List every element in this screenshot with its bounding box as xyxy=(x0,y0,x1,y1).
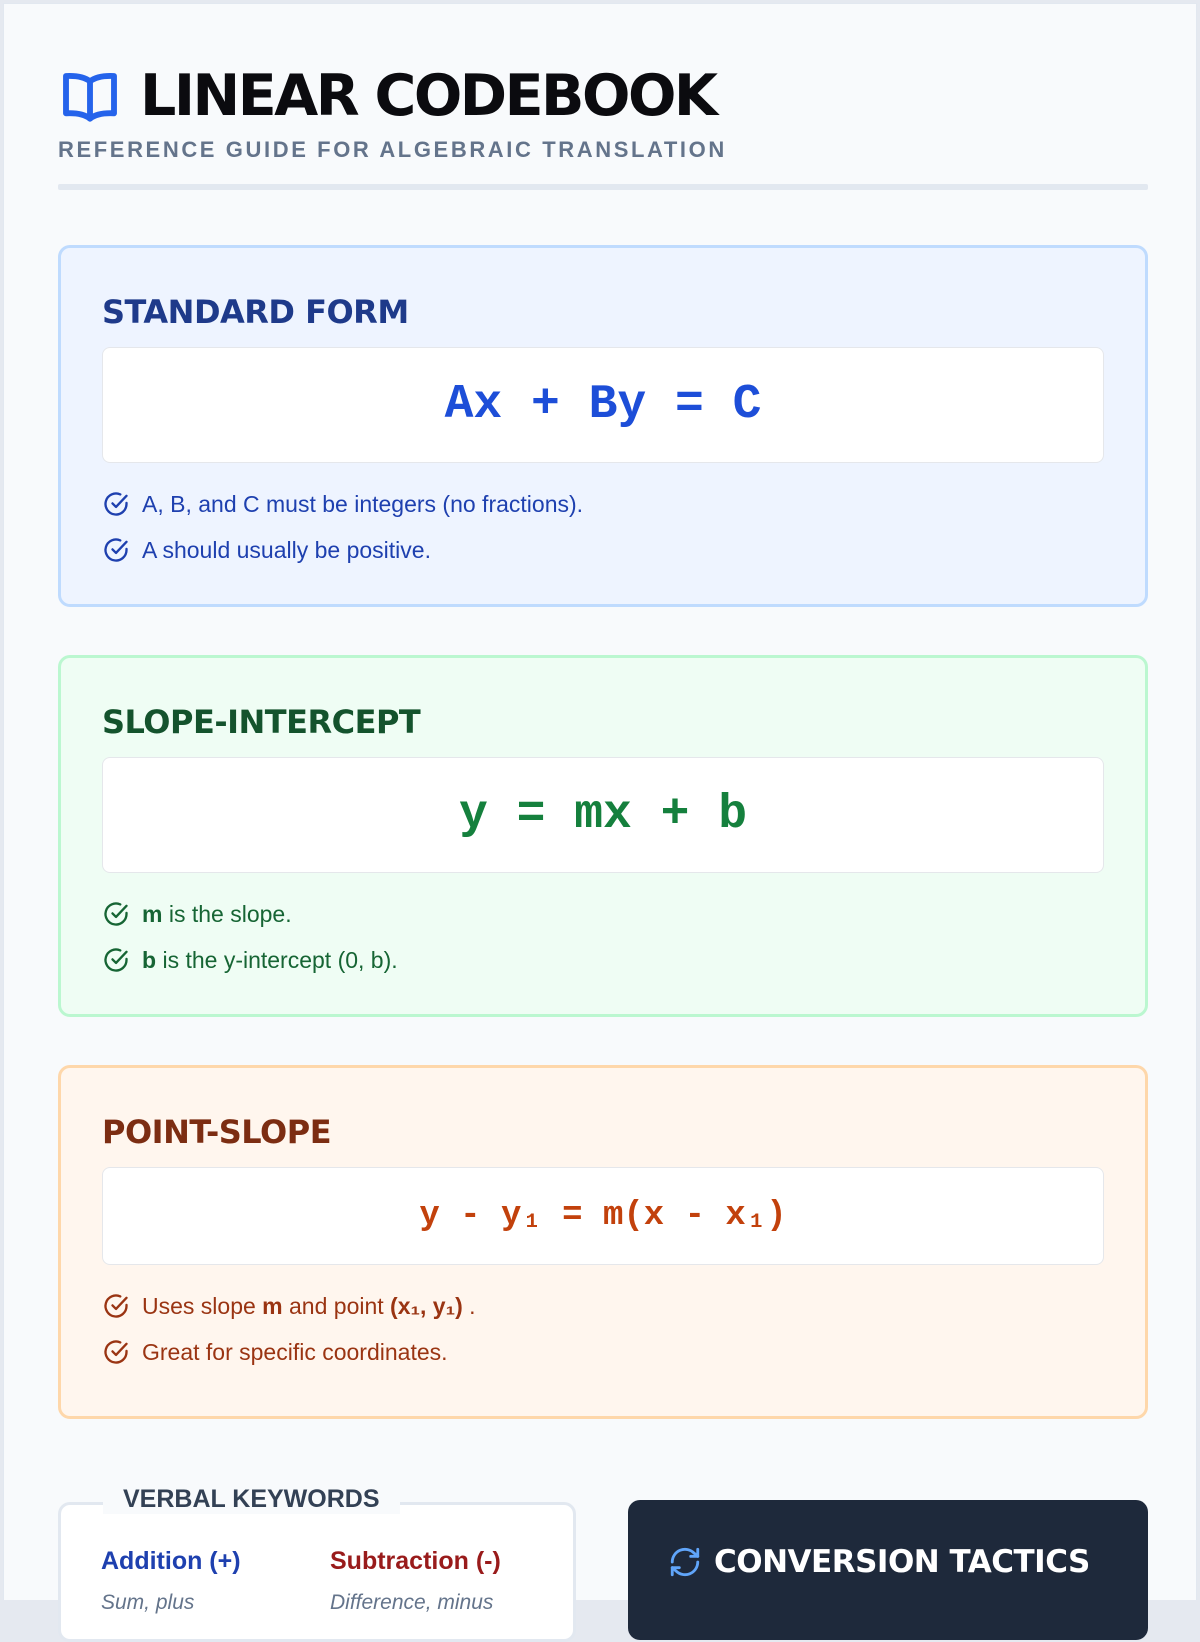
page-subtitle: REFERENCE GUIDE FOR ALGEBRAIC TRANSLATION xyxy=(58,137,727,162)
subtraction-words: Difference, minus xyxy=(330,1591,494,1614)
header-divider xyxy=(58,184,1148,190)
note-text: is the y-intercept (0, b). xyxy=(156,946,398,973)
slope-intercept-card xyxy=(58,655,1148,1017)
formula xyxy=(419,1197,786,1235)
title-row xyxy=(58,56,1148,136)
formula-box xyxy=(102,757,1104,873)
addition-words: Sum, plus xyxy=(101,1591,195,1614)
note-item xyxy=(102,1292,476,1320)
refresh-icon xyxy=(668,1545,702,1579)
note-text: A should usually be positive. xyxy=(142,536,431,563)
check-circle-icon xyxy=(102,946,130,974)
point-term: (x₁, y₁) xyxy=(390,1292,463,1319)
codebook-page xyxy=(3,3,1197,1614)
addition-heading: Addition (+) xyxy=(101,1547,241,1575)
card-title: SLOPE-INTERCEPT xyxy=(102,703,421,741)
panel-legend: VERBAL KEYWORDS xyxy=(103,1485,400,1514)
standard-form-card xyxy=(58,245,1148,607)
note-item xyxy=(102,1338,448,1366)
check-circle-icon xyxy=(102,900,130,928)
verbal-keywords-panel xyxy=(58,1485,576,1642)
page-title: LINEAR CODEBOOK xyxy=(140,63,716,129)
term-m: m xyxy=(142,900,163,927)
note-text: Uses slope xyxy=(142,1292,263,1319)
check-circle-icon xyxy=(102,1338,130,1366)
formula-box xyxy=(102,347,1104,463)
note-item xyxy=(102,536,431,564)
note-item xyxy=(102,490,583,518)
book-icon xyxy=(58,64,122,128)
note-item xyxy=(102,946,398,974)
panel-title: CONVERSION TACTICS xyxy=(714,1544,1090,1580)
term-m: m xyxy=(262,1292,283,1319)
formula xyxy=(445,378,762,432)
note-text: is the slope. xyxy=(162,900,292,927)
formula-box xyxy=(102,1167,1104,1265)
note-item xyxy=(102,900,292,928)
note-text: Great for specific coordinates. xyxy=(142,1338,448,1365)
conversion-tactics-panel xyxy=(628,1500,1148,1640)
formula xyxy=(459,788,747,842)
check-circle-icon xyxy=(102,490,130,518)
card-title: STANDARD FORM xyxy=(102,293,409,331)
formula-text: Ax + By = C xyxy=(444,378,762,432)
check-circle-icon xyxy=(102,536,130,564)
check-circle-icon xyxy=(102,1292,130,1320)
note-text: and point xyxy=(282,1292,391,1319)
page-header xyxy=(58,56,1148,163)
formula-text: y - y₁ = m(x - x₁) xyxy=(419,1197,787,1235)
subtraction-heading: Subtraction (-) xyxy=(330,1547,501,1575)
term-b: b xyxy=(142,946,157,973)
point-slope-card xyxy=(58,1065,1148,1419)
note-text: . xyxy=(462,1292,476,1319)
card-title: POINT-SLOPE xyxy=(102,1113,332,1151)
formula-text: y = mx + b xyxy=(458,788,748,842)
note-text: A, B, and C must be integers (no fractions). xyxy=(142,490,584,517)
panel-header xyxy=(668,1544,1090,1580)
